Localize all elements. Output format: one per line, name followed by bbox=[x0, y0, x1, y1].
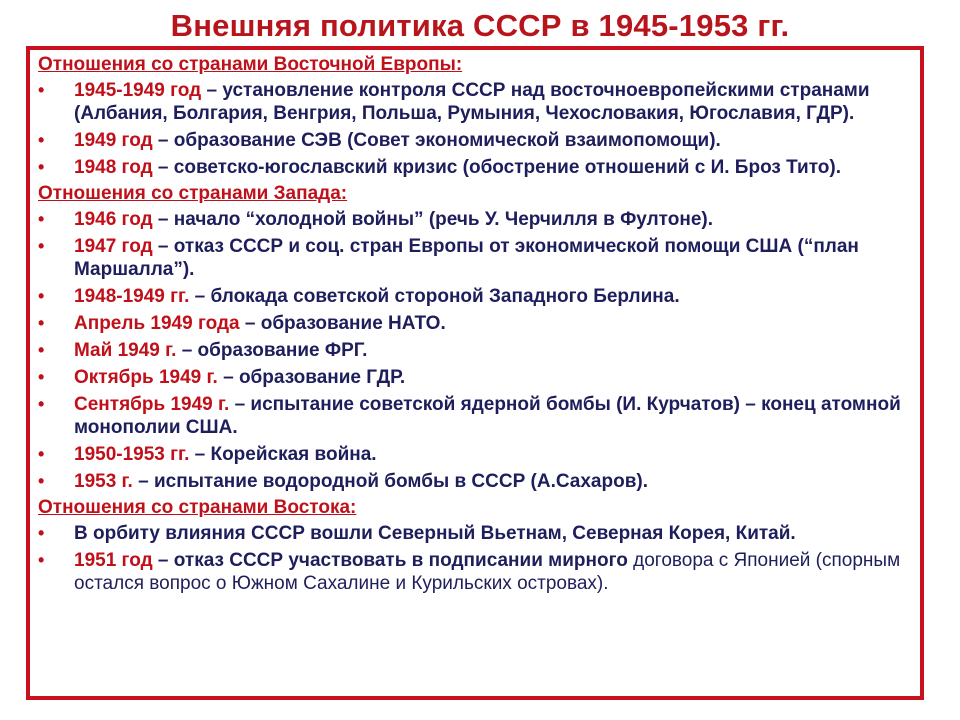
item-text: В орбиту влияния СССР вошли Северный Вьетнам, Северная Корея, Китай. bbox=[74, 523, 796, 544]
item-date: 1953 г. bbox=[74, 471, 133, 492]
bullet-icon: • bbox=[38, 471, 45, 491]
bullet-icon: • bbox=[38, 236, 45, 256]
bullet-icon: • bbox=[38, 313, 45, 333]
item-date: 1946 год bbox=[74, 209, 153, 230]
bullet-icon: • bbox=[38, 80, 45, 100]
item-date: 1947 год bbox=[74, 236, 153, 257]
item-text-continued: договора с Японией (спорным остался вопрос о Южном Сахалине и Курильских островах). bbox=[74, 550, 901, 594]
item-text: – советско-югославский кризис (обострение отношений с И. Броз Тито). bbox=[152, 157, 841, 178]
list-item bbox=[38, 443, 918, 466]
item-date: Май 1949 г. bbox=[74, 340, 177, 361]
section-heading: Отношения со странами Восточной Европы: bbox=[38, 54, 463, 75]
bullet-icon: • bbox=[38, 523, 45, 543]
bullet-icon: • bbox=[38, 130, 45, 150]
item-text: – установление контроля СССР над восточноевропейскими странами (Албания, Болгария, Венгрия, Польша, Румыния, Чехословакия, Югославия, ГДР). bbox=[74, 80, 870, 124]
bullet-icon: • bbox=[38, 157, 45, 177]
item-text: – начало “холодной войны” (речь У. Черчилля в Фултоне). bbox=[152, 209, 713, 230]
item-text: – блокада советской стороной Западного Берлина. bbox=[189, 286, 680, 307]
item-text: – образование СЭВ (Совет экономической взаимопомощи). bbox=[152, 130, 721, 151]
item-date: 1948-1949 гг. bbox=[74, 286, 190, 307]
bullet-icon: • bbox=[38, 550, 45, 570]
item-text: – образование ГДР. bbox=[217, 367, 406, 388]
item-text: – отказ СССР участвовать в подписании мирного bbox=[152, 550, 628, 571]
list-item bbox=[38, 366, 918, 389]
bullet-icon: • bbox=[38, 367, 45, 387]
bullet-icon: • bbox=[38, 286, 45, 306]
list-item bbox=[38, 208, 918, 231]
item-text: – испытание советской ядерной бомбы (И. Курчатов) – конец атомной монополии США. bbox=[74, 394, 901, 438]
list-item bbox=[38, 129, 918, 152]
bullet-icon: • bbox=[38, 444, 45, 464]
list-item bbox=[38, 549, 918, 595]
section-heading: Отношения со странами Востока: bbox=[38, 497, 357, 518]
item-text: – образование НАТО. bbox=[239, 313, 446, 334]
item-date: 1948 год bbox=[74, 157, 153, 178]
item-text: – Корейская война. bbox=[189, 444, 377, 465]
list-item bbox=[38, 393, 918, 439]
item-text: – отказ СССР и соц. стран Европы от экономической помощи США (“план Маршалла”). bbox=[74, 236, 859, 280]
list-item bbox=[38, 522, 918, 545]
list-item bbox=[38, 79, 918, 125]
bullet-icon: • bbox=[38, 394, 45, 414]
list-item bbox=[38, 235, 918, 281]
list-item bbox=[38, 156, 918, 179]
list-item bbox=[38, 312, 918, 335]
item-date: 1945-1949 год bbox=[74, 80, 202, 101]
page-title: Внешняя политика СССР в 1945-1953 гг. bbox=[170, 8, 790, 43]
bullet-icon: • bbox=[38, 340, 45, 360]
content-frame bbox=[26, 46, 924, 700]
item-date: Апрель 1949 года bbox=[74, 313, 240, 334]
item-date: 1951 год bbox=[74, 550, 153, 571]
item-text: – образование ФРГ. bbox=[176, 340, 368, 361]
item-date: 1949 год bbox=[74, 130, 153, 151]
item-date: Октябрь 1949 г. bbox=[74, 367, 218, 388]
content-body bbox=[38, 54, 918, 599]
item-text: – испытание водородной бомбы в СССР (А.Сахаров). bbox=[132, 471, 648, 492]
item-date: 1950-1953 гг. bbox=[74, 444, 190, 465]
list-item bbox=[38, 470, 918, 493]
list-item bbox=[38, 339, 918, 362]
list-item bbox=[38, 285, 918, 308]
bullet-icon: • bbox=[38, 209, 45, 229]
section-heading: Отношения со странами Запада: bbox=[38, 183, 348, 204]
item-date: Сентябрь 1949 г. bbox=[74, 394, 230, 415]
